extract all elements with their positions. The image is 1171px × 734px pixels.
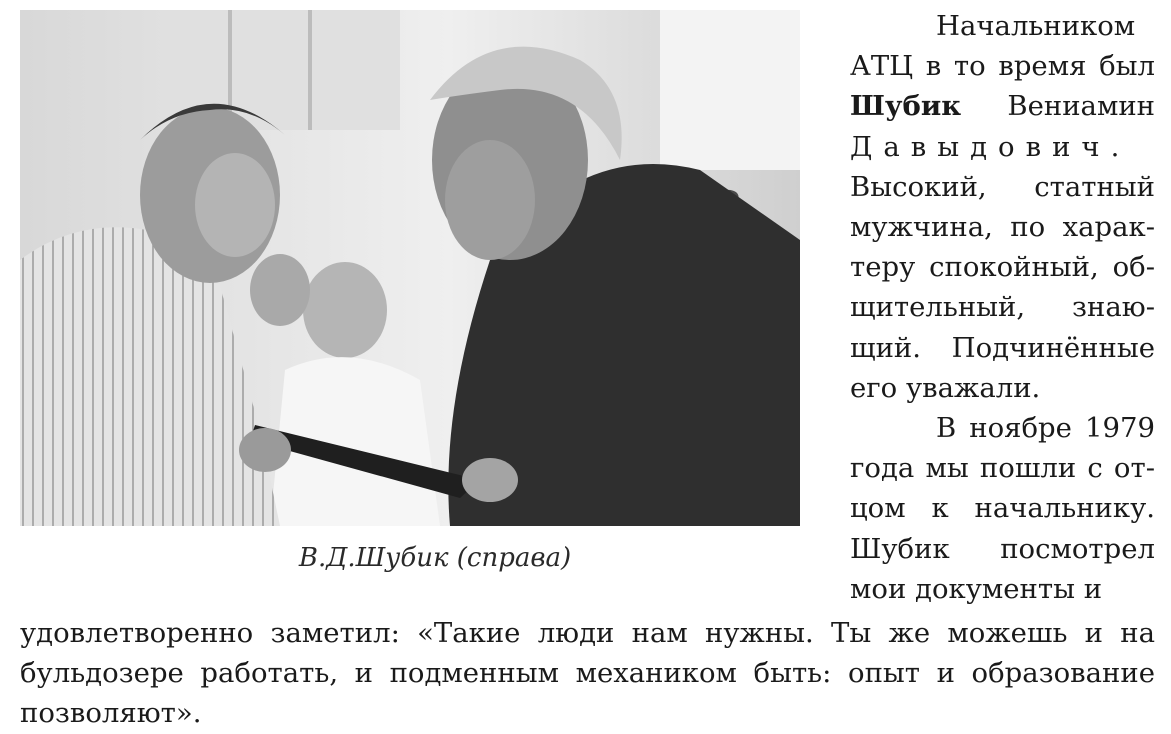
photo — [20, 10, 800, 526]
text-line: Высокий, статный — [850, 170, 1155, 203]
text-line: цом к начальнику. — [850, 492, 1155, 525]
text-line: Шубик посмотрел — [850, 532, 1155, 565]
text-line: мои документы и — [850, 572, 1103, 605]
text-line: года мы пошли с от- — [850, 452, 1155, 485]
text-line: удовлетворенно заметил: «Такие люди нам нужны. Ты же можешь и на — [20, 617, 1155, 649]
text-line: щительный, знаю- — [850, 291, 1155, 324]
paragraph-2-continued — [20, 613, 1155, 734]
text-line: Давыдович. — [850, 130, 1131, 163]
text-line: АТЦ в то время был — [850, 50, 1155, 83]
text-line: Начальником — [936, 10, 1136, 42]
text-column — [850, 6, 1155, 609]
text-line: позволяют». — [20, 697, 202, 730]
name-bold: Шубик — [850, 90, 962, 123]
text-line: теру спокойный, об- — [850, 251, 1155, 284]
paragraph-1 — [850, 6, 1155, 408]
text-line: щий. Подчинённые — [850, 331, 1155, 364]
photo-caption: В.Д.Шубик (справа) — [298, 543, 572, 573]
text-line: мужчина, по харак- — [850, 211, 1155, 244]
text-line: В ноябре 1979 — [936, 412, 1155, 445]
text-line: бульдозере работать, и подменным механиком быть: опыт и образование — [20, 657, 1155, 690]
text-line: Вениамин — [1007, 90, 1155, 123]
full-width-text — [20, 613, 1155, 734]
text-line: его уважали. — [850, 371, 1041, 404]
photo-image — [20, 10, 800, 526]
paragraph-2 — [850, 408, 1155, 609]
